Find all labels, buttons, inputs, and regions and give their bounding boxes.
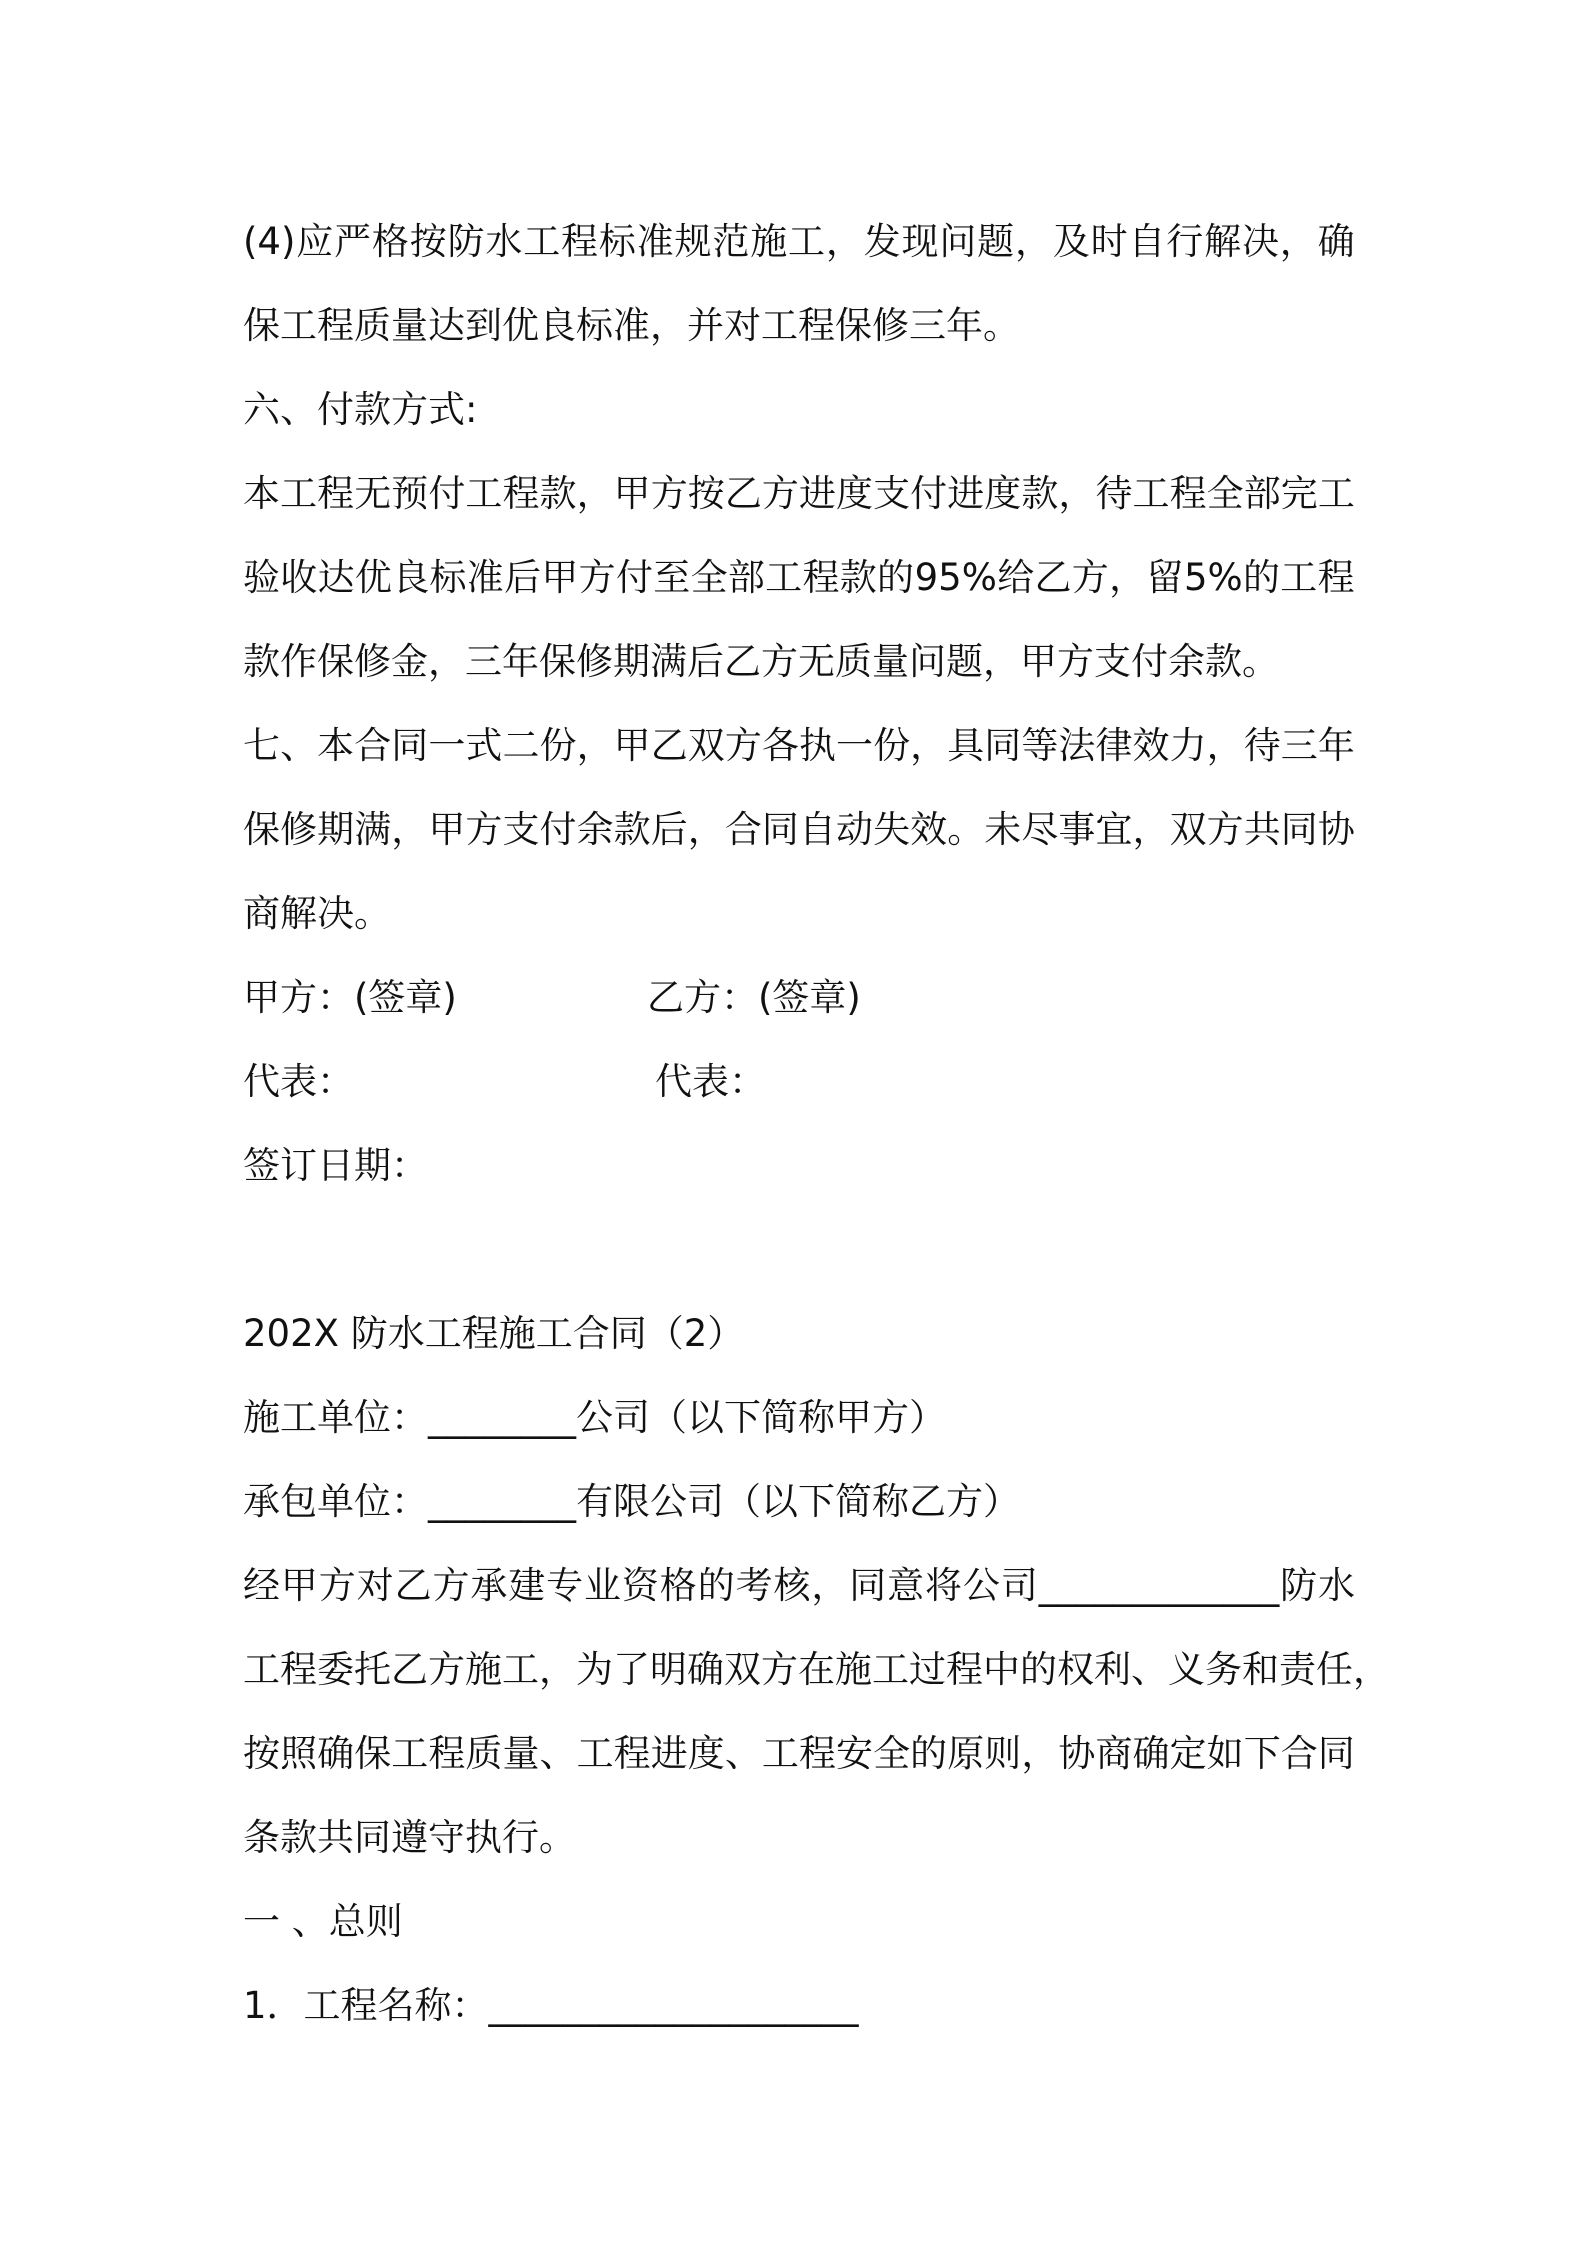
- text-segment: 、: [539, 1732, 577, 1775]
- text-segment: 准: [636, 220, 674, 263]
- text-segment: 行: [1166, 220, 1204, 263]
- text-segment: 的: [1242, 556, 1280, 599]
- text-segment: 时: [1090, 220, 1128, 263]
- text-segment: 过: [909, 1648, 946, 1691]
- text-segment: ，: [1206, 724, 1244, 767]
- text-segment: 95%: [914, 556, 997, 599]
- text-segment: 方: [1071, 556, 1109, 599]
- text-segment: 准: [466, 556, 504, 599]
- text-segment: 一: [836, 724, 873, 767]
- text-segment: 执: [798, 724, 836, 767]
- text-segment: 事: [1058, 808, 1096, 851]
- signature-seal-row: [243, 956, 1355, 1040]
- text-segment: 承: [470, 1564, 508, 1607]
- text-segment: 决: [1241, 220, 1279, 263]
- paragraph-line: [243, 1544, 1355, 1628]
- text-segment: 确: [1317, 220, 1355, 263]
- text-segment: 、: [724, 1732, 762, 1775]
- text-segment: 水: [485, 220, 523, 263]
- text-segment: 方: [1206, 808, 1244, 851]
- text-segment: 二: [502, 724, 540, 767]
- text-segment: ，: [1058, 472, 1096, 515]
- paragraph-line: [243, 452, 1355, 536]
- text-segment: 照: [280, 1732, 318, 1775]
- text-segment: 效: [1132, 724, 1170, 767]
- text-segment: 年: [1317, 724, 1355, 767]
- text-segment: 确: [317, 1732, 355, 1775]
- text-segment: 业: [584, 1564, 622, 1607]
- text-segment: 了: [613, 1648, 650, 1691]
- text-segment: ，: [576, 724, 614, 767]
- text-segment: 度: [687, 1732, 725, 1775]
- text-segment: 进: [798, 472, 836, 515]
- text-segment: 宜: [1095, 808, 1133, 851]
- text-segment: 良: [392, 556, 430, 599]
- text-segment: 共: [1243, 808, 1281, 851]
- representative-row: [243, 1040, 1355, 1124]
- text-segment: 付: [910, 472, 948, 515]
- party-b-seal: 乙方：(签章): [647, 976, 861, 1019]
- text-segment: 效: [910, 808, 948, 851]
- text-segment: 甲: [280, 1564, 318, 1607]
- text-segment: 乙: [724, 472, 762, 515]
- document-body: [243, 200, 1390, 2048]
- text-segment: 防: [447, 220, 485, 263]
- text-segment: 、: [280, 724, 318, 767]
- text-segment: 方: [432, 1564, 470, 1607]
- text-segment: 本: [243, 472, 280, 515]
- text-segment: _____________: [1038, 1564, 1280, 1607]
- text-segment: 资: [621, 1564, 659, 1607]
- sign-date: 签订日期：: [243, 1144, 428, 1187]
- text-segment: 进: [650, 1732, 688, 1775]
- text-segment: 法: [1058, 724, 1096, 767]
- contract-title: 202X 防水工程施工合同（2）: [243, 1312, 745, 1355]
- text-segment: 、: [1131, 1648, 1168, 1691]
- section-heading: 六、付款方式:: [243, 388, 478, 431]
- text-segment: 支: [502, 808, 540, 851]
- text-segment: 施: [465, 1648, 502, 1691]
- text-segment: 按: [243, 1732, 280, 1775]
- text-segment: ，: [539, 1648, 576, 1691]
- paragraph-line: 商解决。: [243, 892, 391, 935]
- text-segment: 工: [465, 472, 503, 515]
- text-segment: 应: [296, 220, 334, 263]
- text-segment: 双: [724, 1648, 761, 1691]
- text-segment: 验: [243, 556, 280, 599]
- text-segment: 施: [750, 220, 788, 263]
- text-segment: 工: [243, 1648, 280, 1691]
- text-segment: 修: [280, 808, 318, 851]
- text-segment: 协: [1317, 808, 1355, 851]
- text-segment: 方: [465, 808, 503, 851]
- text-segment: 付: [539, 808, 577, 851]
- text-segment: 七: [243, 724, 280, 767]
- text-segment: 方: [428, 1648, 465, 1691]
- text-segment: 三: [1280, 724, 1318, 767]
- text-segment: 确: [1132, 1732, 1170, 1775]
- text-segment: 程: [561, 220, 599, 263]
- text-segment: 份: [539, 724, 577, 767]
- contractor-unit: 承包单位：________有限公司（以下简称乙方）: [243, 1480, 1020, 1523]
- text-segment: 工: [502, 1648, 539, 1691]
- text-segment: 方: [724, 724, 762, 767]
- text-segment: 水: [1317, 1564, 1355, 1607]
- text-segment: 后: [504, 556, 542, 599]
- text-segment: 完: [1280, 472, 1318, 515]
- text-segment: 同: [849, 1564, 887, 1607]
- text-segment: 程: [317, 472, 355, 515]
- section-heading: 一 、总则: [243, 1900, 403, 1943]
- text-segment: 等: [1021, 724, 1059, 767]
- text-segment: 确: [687, 1648, 724, 1691]
- text-segment: 一: [428, 724, 466, 767]
- text-segment: 安: [836, 1732, 873, 1775]
- text-segment: 公: [962, 1564, 1000, 1607]
- text-segment: 方: [318, 1564, 356, 1607]
- text-segment: 则: [984, 1732, 1022, 1775]
- text-segment: 原: [947, 1732, 985, 1775]
- text-segment: 全: [1206, 472, 1244, 515]
- text-segment: 5%: [1183, 556, 1243, 599]
- text-segment: 工: [1280, 556, 1318, 599]
- text-segment: 各: [761, 724, 799, 767]
- text-segment: 核: [773, 1564, 811, 1607]
- text-segment: ，: [1353, 1648, 1390, 1691]
- construction-unit: 施工单位：________公司（以下简称甲方）: [243, 1396, 946, 1439]
- text-segment: 。: [947, 808, 985, 851]
- text-segment: 保: [354, 1732, 392, 1775]
- text-segment: 式: [465, 724, 503, 767]
- text-segment: 工: [761, 1732, 799, 1775]
- text-segment: 建: [508, 1564, 546, 1607]
- text-segment: 待: [1095, 472, 1133, 515]
- text-segment: 留: [1146, 556, 1184, 599]
- paragraph-line: [243, 200, 1355, 284]
- text-segment: 工: [788, 220, 826, 263]
- text-segment: 甲: [428, 808, 466, 851]
- text-segment: 为: [576, 1648, 613, 1691]
- text-segment: 规: [674, 220, 712, 263]
- text-segment: 的: [910, 1732, 948, 1775]
- text-segment: 施: [835, 1648, 872, 1691]
- text-segment: 满: [354, 808, 392, 851]
- text-segment: 量: [502, 1732, 540, 1775]
- text-segment: 及: [1052, 220, 1090, 263]
- text-segment: 意: [887, 1564, 925, 1607]
- text-segment: 预: [391, 472, 429, 515]
- text-segment: 司: [1000, 1564, 1038, 1607]
- text-segment: 对: [356, 1564, 394, 1607]
- text-segment: 考: [735, 1564, 773, 1607]
- text-segment: 责: [1279, 1648, 1316, 1691]
- text-segment: 的: [1020, 1648, 1057, 1691]
- text-segment: 合: [1280, 1732, 1318, 1775]
- text-segment: 解: [1204, 220, 1242, 263]
- text-segment: 余: [576, 808, 614, 851]
- text-segment: ，: [1279, 220, 1317, 263]
- text-segment: 按: [687, 472, 725, 515]
- text-segment: 格: [371, 220, 409, 263]
- text-segment: 方: [761, 472, 799, 515]
- text-segment: 方: [578, 556, 616, 599]
- text-segment: 商: [1095, 1732, 1133, 1775]
- text-segment: ，: [825, 220, 863, 263]
- text-segment: 甲: [613, 724, 651, 767]
- text-segment: 工: [523, 220, 561, 263]
- text-segment: 方: [761, 1648, 798, 1691]
- text-segment: 款: [613, 808, 651, 851]
- text-segment: 部: [1243, 472, 1281, 515]
- text-segment: 自: [1128, 220, 1166, 263]
- text-segment: 待: [1243, 724, 1281, 767]
- text-segment: 双: [687, 724, 725, 767]
- text-segment: 按: [409, 220, 447, 263]
- text-segment: 方: [650, 472, 688, 515]
- text-segment: 合: [724, 808, 762, 851]
- text-segment: 付: [428, 472, 466, 515]
- text-segment: 同: [984, 724, 1022, 767]
- text-segment: 定: [1169, 1732, 1207, 1775]
- text-segment: 将: [925, 1564, 963, 1607]
- section-spacer: [243, 1208, 1355, 1292]
- text-segment: 全: [873, 1732, 911, 1775]
- text-segment: (4): [243, 220, 296, 263]
- text-segment: 乙: [391, 1648, 428, 1691]
- text-segment: 发: [863, 220, 901, 263]
- text-segment: 部: [727, 556, 765, 599]
- text-segment: 题: [977, 220, 1015, 263]
- text-segment: 保: [243, 808, 280, 851]
- text-segment: ，: [1014, 220, 1052, 263]
- text-segment: 托: [354, 1648, 391, 1691]
- text-segment: 尽: [1021, 808, 1059, 851]
- paragraph-line: [243, 788, 1355, 872]
- paragraph-line: [243, 536, 1355, 620]
- text-segment: 具: [947, 724, 985, 767]
- text-segment: 本: [317, 724, 355, 767]
- text-segment: 义: [1168, 1648, 1205, 1691]
- text-segment: 利: [1094, 1648, 1131, 1691]
- text-segment: 防: [1280, 1564, 1318, 1607]
- text-segment: 工: [1132, 472, 1170, 515]
- text-segment: 程: [280, 1648, 317, 1691]
- text-segment: 的: [697, 1564, 735, 1607]
- text-segment: 中: [983, 1648, 1020, 1691]
- text-segment: 双: [1169, 808, 1207, 851]
- text-segment: 经: [243, 1564, 280, 1607]
- text-segment: 期: [317, 808, 355, 851]
- text-segment: 程: [502, 472, 540, 515]
- text-segment: ，: [811, 1564, 849, 1607]
- text-segment: 至: [653, 556, 691, 599]
- text-segment: 无: [354, 472, 392, 515]
- text-segment: 同: [761, 808, 799, 851]
- text-segment: 款: [539, 472, 577, 515]
- text-segment: 款: [839, 556, 877, 599]
- text-segment: 格: [659, 1564, 697, 1607]
- text-segment: 进: [947, 472, 985, 515]
- text-segment: ，: [576, 472, 614, 515]
- text-segment: 全: [690, 556, 728, 599]
- text-segment: 工: [765, 556, 803, 599]
- text-segment: ，: [391, 808, 429, 851]
- text-segment: 度: [984, 472, 1022, 515]
- text-segment: ，: [1109, 556, 1147, 599]
- text-segment: 款: [1021, 472, 1059, 515]
- paragraph-line: 款作保修金，三年保修期满后乙方无质量问题，甲方支付余款。: [243, 640, 1279, 683]
- text-segment: 任: [1316, 1648, 1353, 1691]
- text-segment: 工: [576, 1732, 614, 1775]
- text-segment: 如: [1206, 1732, 1244, 1775]
- text-segment: 失: [873, 808, 911, 851]
- text-segment: 工: [280, 472, 318, 515]
- text-segment: 严: [334, 220, 372, 263]
- text-segment: 乙: [1034, 556, 1072, 599]
- text-segment: 度: [836, 472, 873, 515]
- text-segment: 支: [873, 472, 911, 515]
- text-segment: 甲: [613, 472, 651, 515]
- text-segment: 专: [546, 1564, 584, 1607]
- text-segment: 自: [798, 808, 836, 851]
- text-segment: 程: [946, 1648, 983, 1691]
- text-segment: 和: [1242, 1648, 1279, 1691]
- text-segment: 份: [873, 724, 911, 767]
- text-segment: 务: [1205, 1648, 1242, 1691]
- text-segment: 程: [798, 1732, 836, 1775]
- text-segment: 后: [650, 808, 688, 851]
- text-segment: 程: [613, 1732, 651, 1775]
- text-segment: 律: [1095, 724, 1133, 767]
- text-segment: 乙: [394, 1564, 432, 1607]
- text-segment: ，: [1021, 1732, 1059, 1775]
- text-segment: 达: [317, 556, 355, 599]
- paragraph-line: [243, 1712, 1355, 1796]
- text-segment: 程: [1169, 472, 1207, 515]
- text-segment: 收: [280, 556, 318, 599]
- text-segment: 范: [712, 220, 750, 263]
- paragraph-line: 保工程质量达到优良标准，并对工程保修三年。: [243, 304, 1020, 347]
- text-segment: 工: [391, 1732, 429, 1775]
- text-segment: 程: [802, 556, 840, 599]
- text-segment: 明: [650, 1648, 687, 1691]
- text-segment: 权: [1057, 1648, 1094, 1691]
- text-segment: 甲: [541, 556, 579, 599]
- text-segment: 工: [1317, 472, 1355, 515]
- text-segment: 力: [1169, 724, 1207, 767]
- text-segment: 同: [1317, 1732, 1355, 1775]
- text-segment: 程: [428, 1732, 466, 1775]
- text-segment: 合: [354, 724, 392, 767]
- text-segment: 乙: [650, 724, 688, 767]
- paragraph-line: 条款共同遵守执行。: [243, 1816, 576, 1859]
- text-segment: 程: [1317, 556, 1355, 599]
- text-segment: ，: [910, 724, 948, 767]
- project-name-field: 1．工程名称：____________________: [243, 1984, 859, 2027]
- text-segment: 问: [939, 220, 977, 263]
- text-segment: 给: [997, 556, 1035, 599]
- text-segment: 委: [317, 1648, 354, 1691]
- text-segment: ，: [1132, 808, 1170, 851]
- text-segment: 同: [1280, 808, 1318, 851]
- party-b-representative: 代表：: [655, 1060, 766, 1103]
- text-segment: 在: [798, 1648, 835, 1691]
- text-segment: 现: [901, 220, 939, 263]
- text-segment: 工: [872, 1648, 909, 1691]
- text-segment: 未: [984, 808, 1022, 851]
- text-segment: 质: [465, 1732, 503, 1775]
- text-segment: 下: [1243, 1732, 1281, 1775]
- text-segment: ，: [687, 808, 725, 851]
- party-a-seal: 甲方：(签章): [243, 976, 457, 1019]
- text-segment: 动: [836, 808, 873, 851]
- text-segment: 付: [615, 556, 653, 599]
- text-segment: 的: [877, 556, 915, 599]
- party-a-representative: 代表：: [243, 1060, 354, 1103]
- text-segment: 同: [391, 724, 429, 767]
- text-segment: 协: [1058, 1732, 1096, 1775]
- paragraph-line: [243, 1628, 1390, 1712]
- text-segment: 标: [429, 556, 467, 599]
- paragraph-line: [243, 704, 1355, 788]
- text-segment: 优: [354, 556, 392, 599]
- text-segment: 标: [598, 220, 636, 263]
